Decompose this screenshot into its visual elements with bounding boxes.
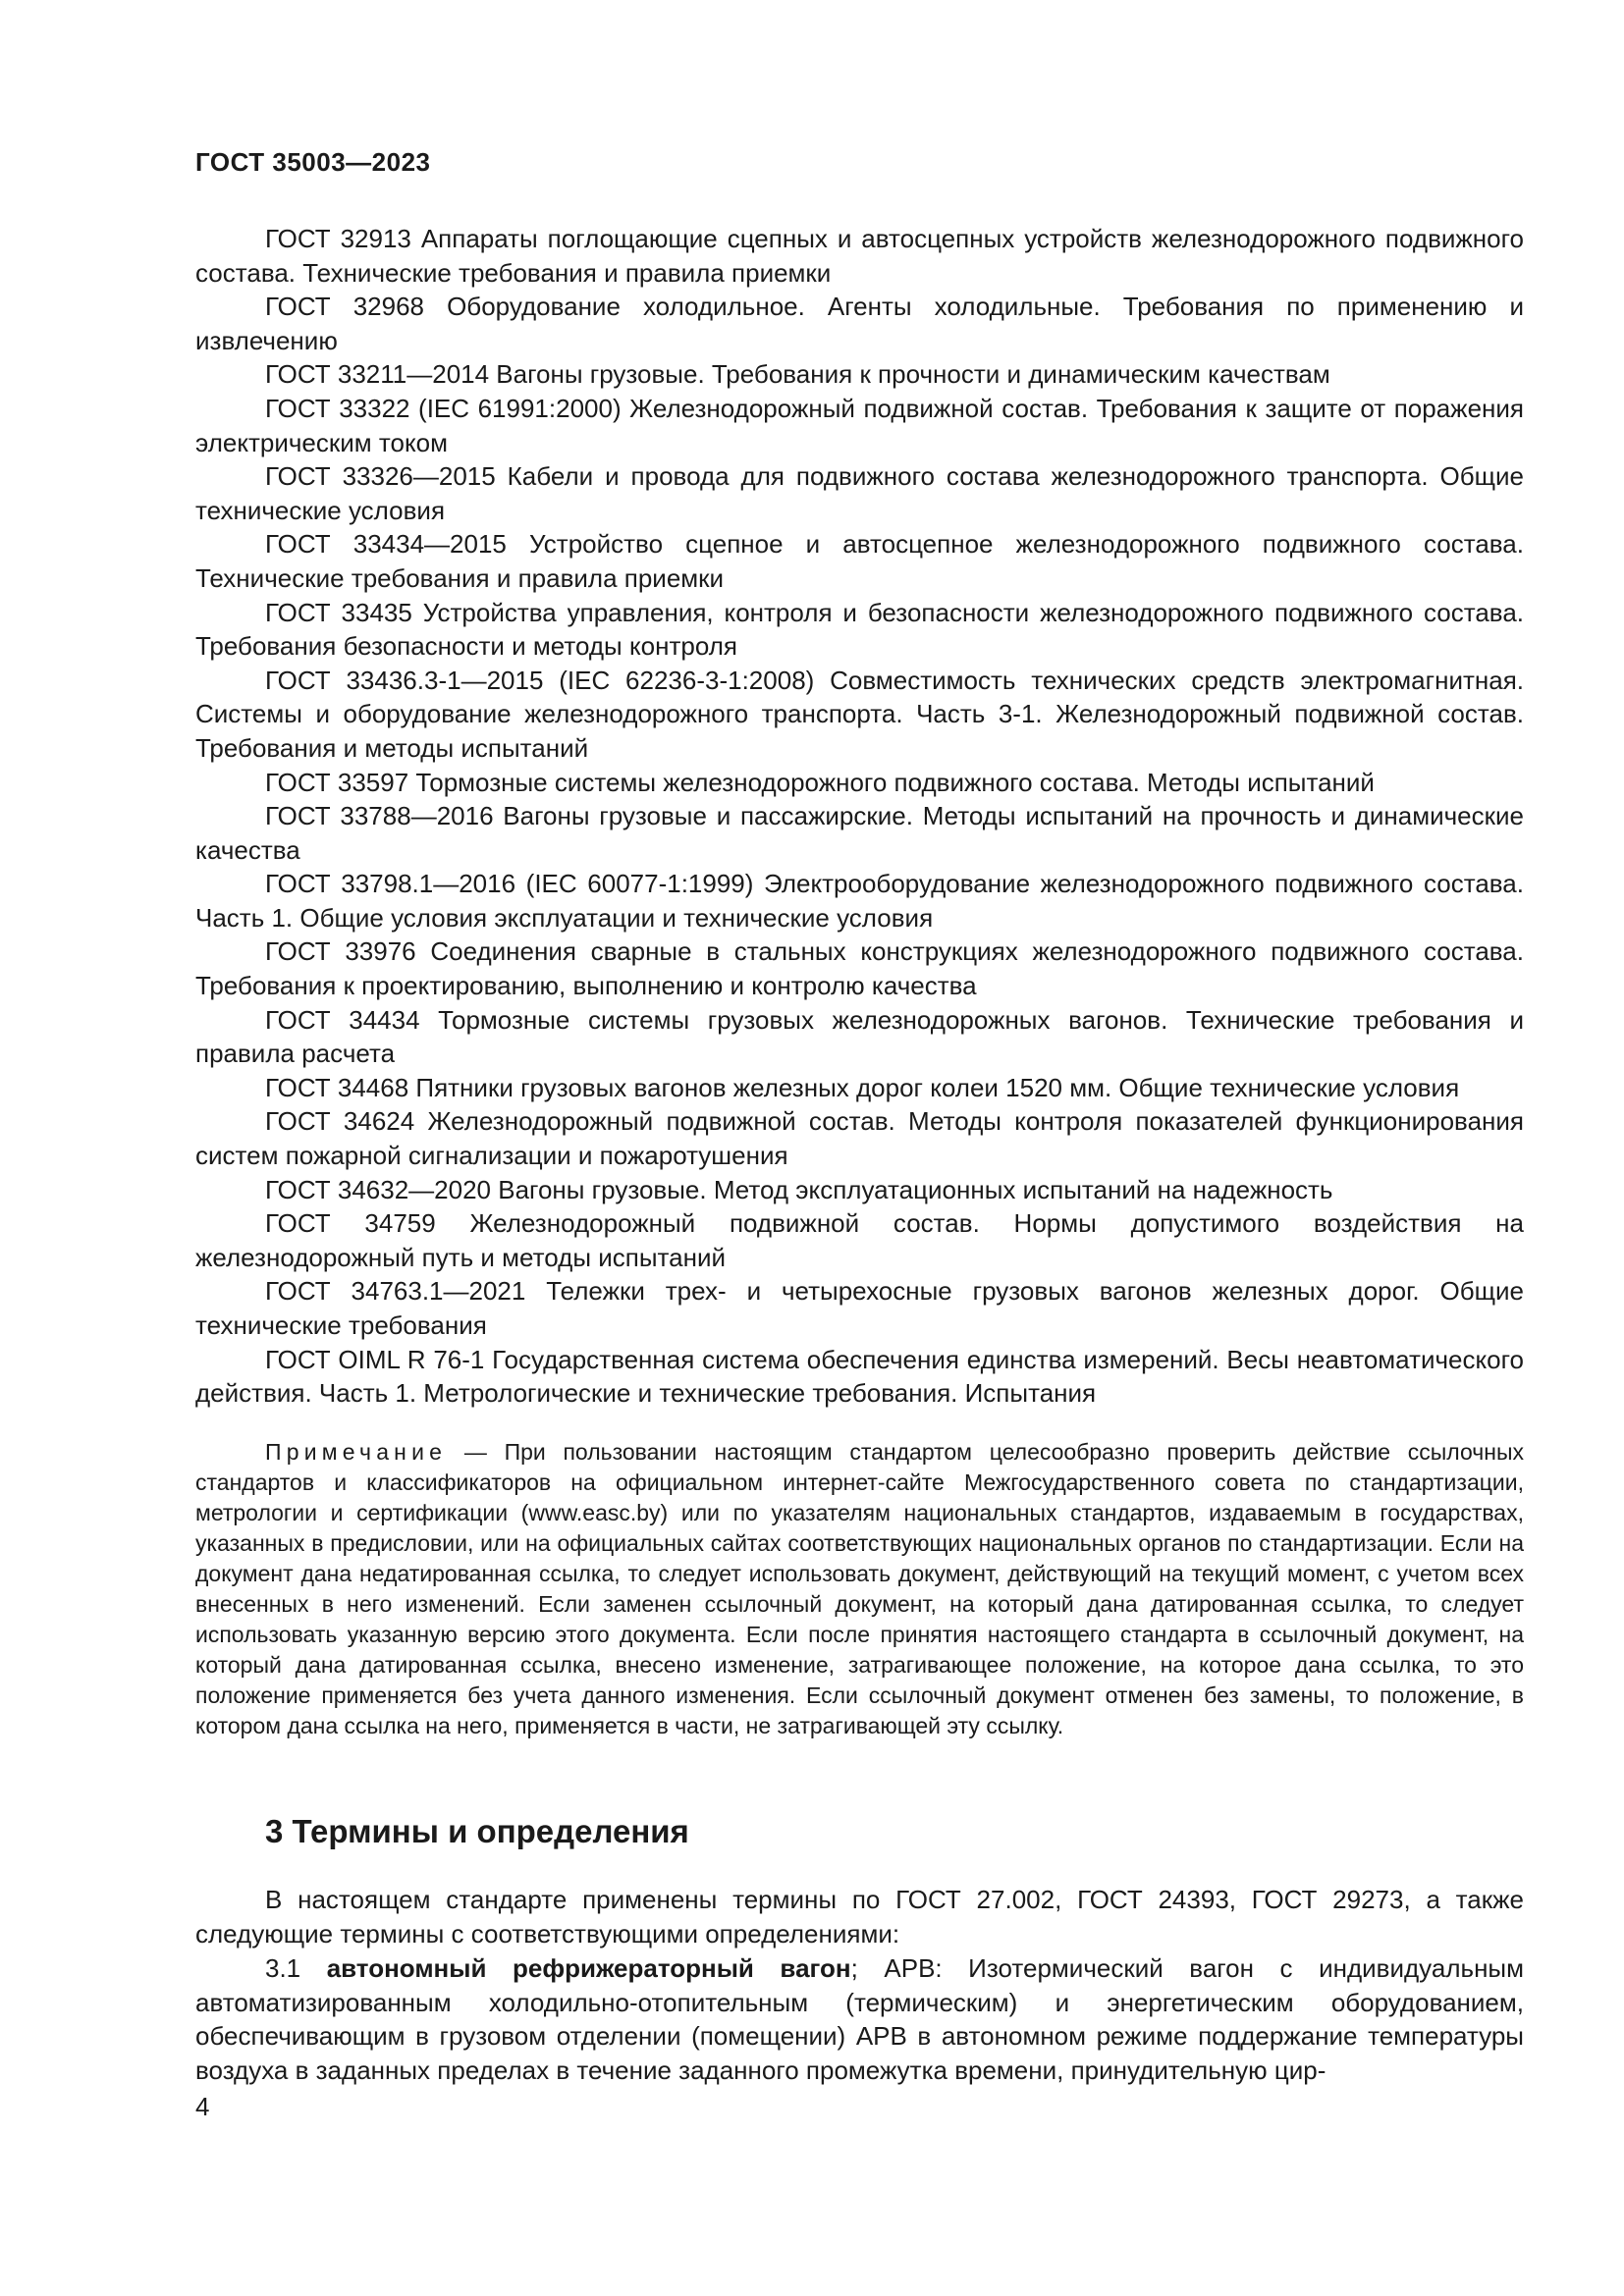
page-number: 4 — [195, 2092, 210, 2121]
reference-item: ГОСТ 33798.1—2016 (IEC 60077-1:1999) Электрооборудование железнодорожного подвижного состава. Часть 1. Общие условия эксплуатации и технические условия — [195, 869, 1524, 933]
reference-item: ГОСТ 34632—2020 Вагоны грузовые. Метод эксплуатационных испытаний на надежность — [265, 1174, 1333, 1204]
reference-item: ГОСТ 33211—2014 Вагоны грузовые. Требования к прочности и динамическим качествам — [265, 359, 1330, 390]
reference-item: ГОСТ OIML R 76-1 Государственная система обеспечения единства измерений. Весы неавтоматического действия. Часть 1. Метрологические и технические требования. Испытания — [195, 1344, 1524, 1409]
reference-item: ГОСТ 34624 Железнодорожный подвижной состав. Методы контроля показателей функционирования систем пожарной сигнализации и пожаротушения — [195, 1106, 1524, 1171]
document-code-header: ГОСТ 35003—2023 — [195, 147, 431, 177]
reference-item: ГОСТ 33597 Тормозные системы железнодорожного подвижного состава. Методы испытаний — [265, 767, 1375, 797]
section-intro: В настоящем стандарте применены термины по ГОСТ 27.002, ГОСТ 24393, ГОСТ 29273, а также следующие термины с соответствующими определениями: — [195, 1885, 1524, 1949]
note-label: Примечание — [265, 1439, 448, 1465]
reference-item: ГОСТ 33436.3-1—2015 (IEC 62236-3-1:2008) Совместимость технических средств электромагнитная. Системы и оборудование железнодорожного транспорта. Часть 3-1. Железнодорожный подвижной состав. Требования и методы испытаний — [195, 665, 1524, 763]
reference-item: ГОСТ 33976 Соединения сварные в стальных конструкциях железнодорожного подвижного состава. Требования к проектированию, выполнению и контролю качества — [195, 936, 1524, 1001]
definition-term: автономный рефрижераторный вагон — [326, 1953, 851, 1983]
definition-text: ; АРВ: Изотермический вагон с индивидуальным автоматизированным холодильно-отопительным (термическим) и энергетическим оборудованием, обеспечивающим в грузовом отделении (помещении) АРВ в автономном режиме поддержание температуры воздуха в заданных пределах в течение заданного промежутка времени, принудительную цир- — [195, 1953, 1524, 2085]
normative-references-list — [195, 222, 1524, 1411]
definition-3-1 — [195, 1951, 1524, 2087]
reference-item: ГОСТ 34763.1—2021 Тележки трех- и четырехосные грузовых вагонов железных дорог. Общие технические требования — [195, 1276, 1524, 1340]
note-text: — При пользовании настоящим стандартом целесообразно проверить действие ссылочных стандартов и классификаторов на официальном интернет-сайте Межгосударственного совета по стандартизации, метрологии и сертификации (www.easc.by) или по указателям национальных стандартов, издаваемым в государствах, указанных в предисловии, или на официальных сайтах соответствующих национальных органов по стандартизации. Если на документ дана недатированная ссылка, то следует использовать документ, действующий на текущий момент, с учетом всех внесенных в него изменений. Если заменен ссылочный документ, на который дана датированная ссылка, то следует использовать указанную версию этого документа. Если после принятия настоящего стандарта в ссылочный документ, на который дана датированная ссылка, внесено изменение, затрагивающее положение, на которое дана ссылка, то это положение применяется без учета данного изменения. Если ссылочный документ отменен без замены, то положение, в котором дана ссылка на него, применяется в части, не затрагивающей эту ссылку. — [195, 1439, 1524, 1738]
reference-item: ГОСТ 34468 Пятники грузовых вагонов железных дорог колеи 1520 мм. Общие технические условия — [265, 1072, 1460, 1102]
reference-item: ГОСТ 33326—2015 Кабели и провода для подвижного состава железнодорожного транспорта. Общие технические условия — [195, 461, 1524, 525]
definition-number: 3.1 — [265, 1953, 327, 1983]
reference-item: ГОСТ 33322 (IEC 61991:2000) Железнодорожный подвижной состав. Требования к защите от поражения электрическим током — [195, 393, 1524, 457]
reference-item: ГОСТ 34759 Железнодорожный подвижной состав. Нормы допустимого воздействия на железнодорожный путь и методы испытаний — [195, 1208, 1524, 1272]
reference-item: ГОСТ 32968 Оборудование холодильное. Агенты холодильные. Требования по применению и извлечению — [195, 292, 1524, 355]
reference-item: ГОСТ 33435 Устройства управления, контроля и безопасности железнодорожного подвижного состава. Требования безопасности и методы контроля — [195, 597, 1524, 662]
reference-item: ГОСТ 32913 Аппараты поглощающие сцепных и автосцепных устройств железнодорожного подвижного состава. Технические требования и правила приемки — [195, 224, 1524, 288]
note-paragraph — [195, 1437, 1524, 1741]
reference-item: ГОСТ 34434 Тормозные системы грузовых железнодорожных вагонов. Технические требования и правила расчета — [195, 1004, 1524, 1069]
reference-item: ГОСТ 33788—2016 Вагоны грузовые и пассажирские. Методы испытаний на прочность и динамические качества — [195, 801, 1524, 865]
section-title: 3 Термины и определения — [265, 1813, 689, 1849]
reference-item: ГОСТ 33434—2015 Устройство сцепное и автосцепное железнодорожного подвижного состава. Технические требования и правила приемки — [195, 529, 1524, 593]
